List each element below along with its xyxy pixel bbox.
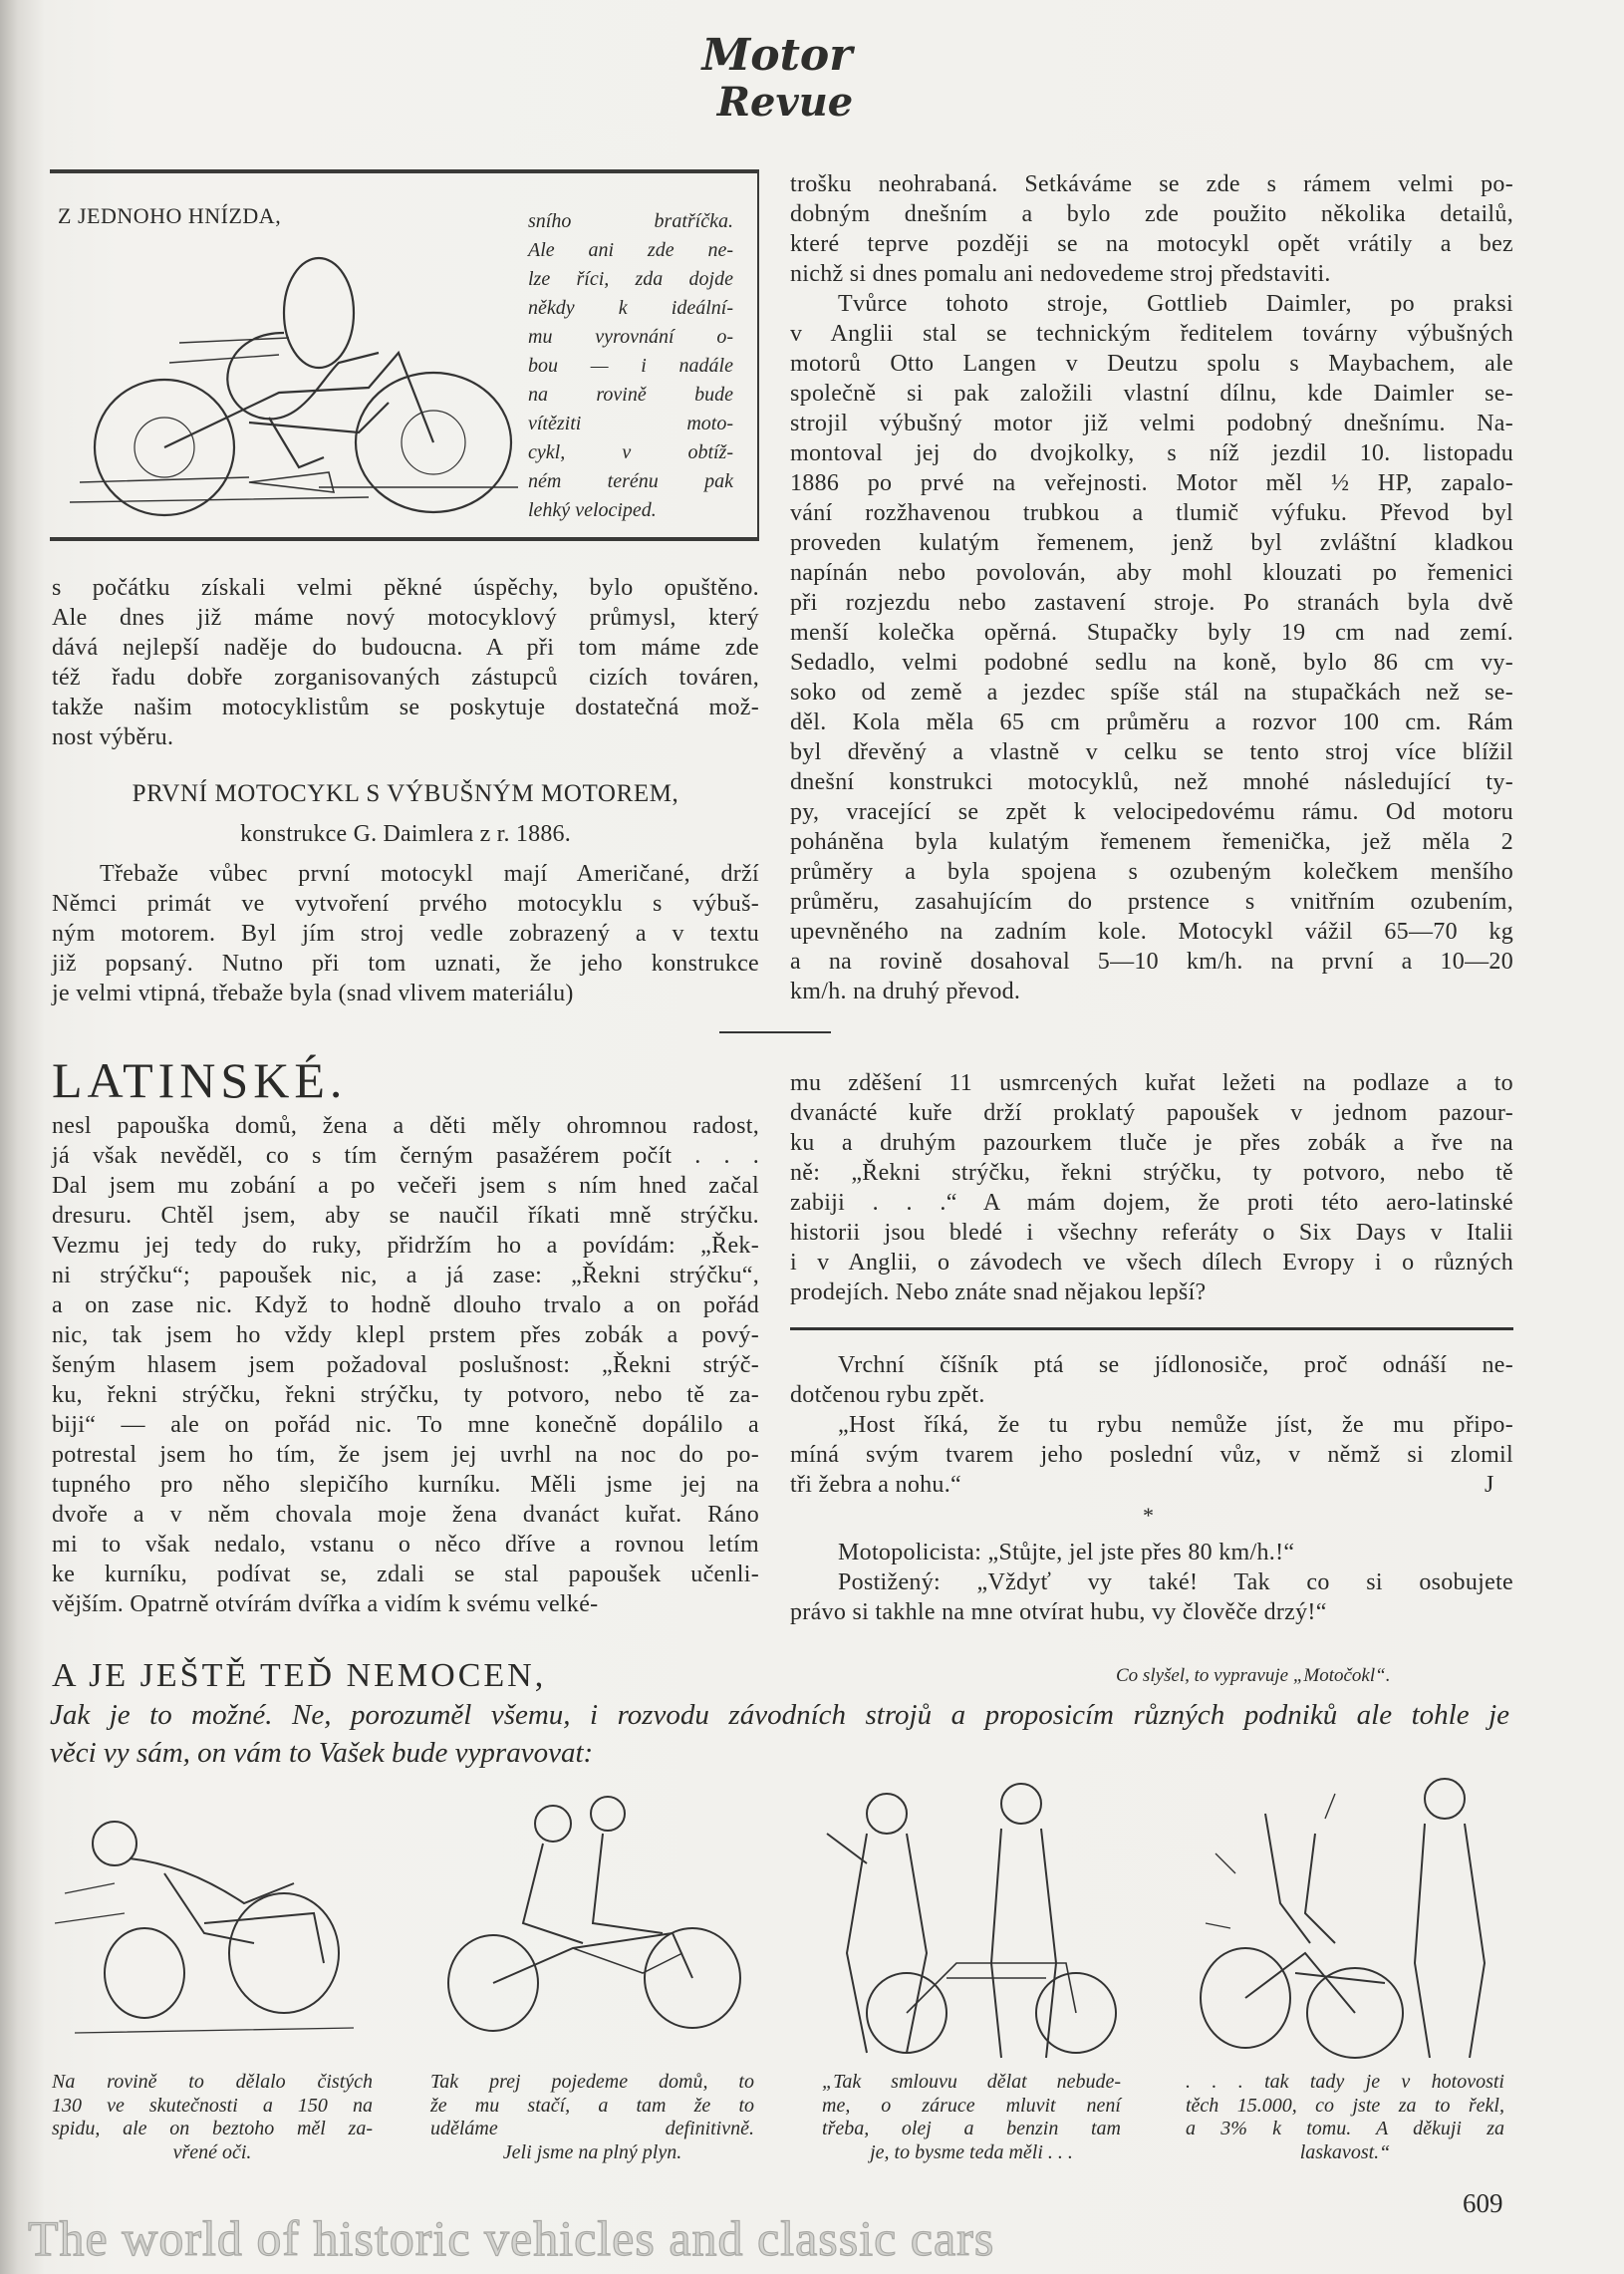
text-line: nic, tak jsem ho vždy klepl prstem přes zobák a pový- [52,1322,759,1348]
text-line: „Host říká, že tu rybu nemůže jíst, že mu připo- [838,1412,1513,1438]
text-line: společně si pak založili vlastní dílnu, kde Daimler se- [790,381,1513,407]
text-line: lehký velociped. [528,499,657,521]
text-line: Jeli jsme na plný plyn. [502,2140,682,2163]
latinske-title: LATINSKÉ. [52,1052,348,1108]
text-line: Dal jsem mu zobání a po večeři jsem s ním hned začal [52,1173,759,1199]
text-line: které teprve později se na motocykl opět vrátily a bez [790,231,1513,257]
text-line: a on zase nic. Když to hodně dlouho trvalo a on pořád [52,1292,759,1318]
text-line: dotčenou rybu zpět. [790,1382,985,1408]
text-line: dvanácté kuře drží proklatý papoušek v jednom pazour- [790,1100,1513,1126]
text-line: historii jsou bledé i všechny referáty o Six Days v Italii [790,1220,1513,1246]
cartoon-two-riders [433,1774,762,2063]
text-line: soko od země a jezdec spíše stál na stupačkách než se- [790,680,1513,706]
text-line: vřené oči. [172,2140,252,2163]
caption-panel-4 [1186,2071,1504,2164]
text-line: dresuru. Chtěl jsem, aby se naučil říkati mně strýčku. [52,1203,759,1229]
section-divider [790,1327,1513,1330]
text-line: ném terénu pak [528,470,733,492]
left-column-intro [52,573,759,752]
text-line: Vrchní číšník ptá se jídlonosiče, proč odnáší ne- [838,1352,1513,1378]
text-line: na rovině bude [528,384,733,406]
story-title: A JE JEŠTĚ TEĎ NEMOCEN, [52,1657,547,1694]
text-line: py, vracející se zpět k velocipedovému rámu. Od motoru [790,799,1513,825]
text-line: těch 15.000, co jste za to řekl, [1186,2094,1504,2117]
text-line: uděláme definitivně. [430,2118,754,2139]
text-line: Třebaže vůbec první motocykl mají Američané, drží [100,861,759,887]
text-line: km/h. na druhý převod. [790,979,1021,1004]
text-line: děl. Kola měla 65 cm průměru a rozvor 100 cm. Rám [790,710,1513,735]
caption-panel-3 [822,2071,1121,2164]
text-line: při rozjezdu nebo zastavení stroje. Po stranách byla dvě [790,590,1513,616]
text-line: sního bratříčka. [528,210,733,232]
text-line: Na rovině to dělalo čistých [52,2071,373,2093]
cartoon-racing-rider [55,1774,384,2063]
text-line: Němci primát ve vytvoření prvého motocyklu s výbuš- [52,891,759,917]
text-line: šeným hlasem jsem požadoval poslušnost: „Řekni strýč- [52,1352,759,1378]
text-line: ni strýčku“; papoušek nic, a já zase: „Řekni strýčku“, [52,1263,759,1288]
svg-text:Motor: Motor [701,30,853,81]
text-line: míná svým tvarem jeho poslední vůz, v němž si zlomil [790,1442,1513,1468]
text-line: menší kolečka opěrná. Stupačky byly 19 cm nad zemí. [790,620,1513,646]
text-line: nesl papouška domů, žena a děti měly ohromnou radost, [52,1113,759,1139]
box-caption [528,207,733,525]
police-joke [790,1538,1513,1627]
text-line: Ale dnes již máme nový motocyklový průmysl, který [52,605,759,631]
latinske-right-text [790,1068,1513,1307]
text-line: právo si takhle na mne otvírat hubu, vy člověče drzý!“ [790,1599,1327,1625]
text-line: též řadu dobře zorganisovaných zástupců cizích továren, [52,665,759,691]
left-column-article [52,859,759,1008]
text-line: 1886 po prvé na veřejnosti. Motor měl ½ HP, zapalo- [790,470,1513,496]
joke-signature: J [1485,1472,1494,1498]
cartoon-salesman-and-buyer [807,1774,1136,2063]
latinske-left-text [52,1111,759,1619]
text-line: v Anglii stal se technickým ředitelem továrny výbušných [790,321,1513,347]
text-line: vítěziti moto- [528,413,733,434]
joke-separator: * [1143,1503,1154,1528]
text-line: dnešní konstrukci motocyklů, než mnohé následující ty- [790,769,1513,795]
text-line: ně: „Řekni strýčku, řekni strýčku, ty potvoro, nebo tě [790,1160,1513,1186]
text-line: Ale ani zde ne- [528,239,733,261]
text-line: třeba, olej a benzin tam [822,2118,1121,2139]
caption-panel-2 [430,2071,754,2164]
watermark-text: The world of historic vehicles and classic cars [28,2210,995,2266]
story-credit: Co slyšel, to vypravuje „Motočokl“. [1116,1665,1391,1686]
text-line: upevněného na zadním kole. Motocykl vážil 65—70 kg [790,919,1513,945]
text-line: Motopolicista: „Stůjte, jel jste přes 80 km/h.!“ [838,1540,1295,1565]
motorcycle-rider-drawing [70,243,538,527]
text-line: . . . tak tady je v hotovosti [1186,2071,1504,2093]
text-line: mi to však nedalo, vstanu o něco dříve a rovnou letím [52,1532,759,1558]
text-line: s počátku získali velmi pěkné úspěchy, bylo opuštěno. [52,575,759,601]
section-heading-first-motorcycle: PRVNÍ MOTOCYKL S VÝBUŠNÝM MOTOREM, [132,780,679,807]
text-line: „Tak smlouvu dělat nebude- [822,2071,1121,2093]
text-line: je velmi vtipná, třebaže byla (snad vlivem materiálu) [52,981,574,1006]
text-line: a 3% k tomu. A děkuji za [1186,2118,1504,2139]
text-line: zabiji . . .“ A mám dojem, že proti této aero-latinské [790,1190,1513,1216]
text-line: byl dřevěný a vlastně v celku se tento stroj více blížil [790,739,1513,765]
text-line: lze říci, zda dojde [528,268,733,290]
text-line: proveden kulatým řemenem, jenž byl zvláštní kladkou [790,530,1513,556]
svg-text:Revue: Revue [716,79,854,126]
text-line: průměru, zasahujícím do prstence s vnitřním ozubením, [790,889,1513,915]
waiter-joke [790,1350,1513,1500]
text-line: takže našim motocyklistům se poskytuje dostatečná mož- [52,695,759,720]
text-line: potrestal jsem ho tím, že jsem jej uvrhl na noc do po- [52,1442,759,1468]
text-line: já však nevěděl, co s tím černým pasažérem počít . . . [52,1143,759,1169]
text-line: již popsaný. Nutno při tom uznati, že jeho konstrukce [52,951,759,977]
text-line: spidu, ale on beztoho měl za- [52,2118,373,2139]
text-line: nost výběru. [52,724,174,750]
cartoon-crashed-motorcycle [1186,1774,1524,2063]
text-line: bou — i nadále [528,355,733,377]
text-line: Tak prej pojedeme domů, to [430,2071,754,2093]
text-line: Vezmu jej tedy do ruky, přidržím ho a povídám: „Řek- [52,1233,759,1259]
text-line: Tvůrce tohoto stroje, Gottlieb Daimler, po praksi [838,291,1513,317]
right-column-article [790,169,1513,1006]
text-line: dvoře a v něm chovala moje žena dvanáct kuřat. Ráno [52,1502,759,1528]
text-line: ku, řekni strýčku, řekni strýčku, ty potvoro, nebo tě za- [52,1382,759,1408]
text-line: biji“ — ale on pořád nic. To mne konečně dopálilo a [52,1412,759,1438]
section-subheading: konstrukce G. Daimlera z r. 1886. [240,821,571,847]
text-line: i v Anglii, o závodech ve všech dílech Evropy i o různých [790,1250,1513,1276]
text-line: poháněna byla kulatým řemenem řemenička, jež měla 2 [790,829,1513,855]
text-line: Jak je to možné. Ne, porozuměl všemu, i rozvodu závodních strojů a proposicím různých podniků ale tohle je [50,1699,1509,1731]
text-line: Postižený: „Vždyť vy také! Tak co si osobujete [838,1569,1513,1595]
text-line: cykl, v obtíž- [528,441,733,463]
story-intro [50,1696,1509,1772]
text-line: vějším. Opatrně otvírám dvířka a vidím k svému velké- [52,1591,599,1617]
text-line: někdy k ideální- [528,297,733,319]
text-line: dává nejlepší naděje do budoucna. A při tom máme zde [52,635,759,661]
text-line: ným motorem. Byl jím stroj vedle zobrazený a v textu [52,921,759,947]
text-line: laskavost.“ [1299,2140,1391,2163]
text-line: mu zděšení 11 usmrcených kuřat ležeti na podlaze a to [790,1070,1513,1096]
text-line: průměry a byla spojena s ozubeným kolečkem menšího [790,859,1513,885]
page-number: 609 [1463,2188,1503,2218]
text-line: vání rozžhavenou trubkou a tlumič výfuku. Převod byl [790,500,1513,526]
illustration-box [50,169,759,541]
text-line: a na rovině dosahoval 5—10 km/h. na první a 10—20 [790,949,1513,975]
text-line: dobným dnešním a bylo zde použito několika detailů, [790,201,1513,227]
text-line: montoval jej do dvojkolky, s níž jezdil 10. listopadu [790,440,1513,466]
text-line: věci vy sám, on vám to Vašek bude vypravovat: [50,1737,594,1769]
text-line: nichž si dnes pomalu ani nedovedeme stroj představiti. [790,261,1331,287]
box-title: Z JEDNOHO HNÍZDA, [58,203,282,228]
motor-revue-logo [648,18,907,128]
text-line: tupného pro něho slepičího kurníku. Měli jsme jej na [52,1472,759,1498]
text-line: ku a druhým pazourkem tluče je přes zobák a řve na [790,1130,1513,1156]
text-line: motorů Otto Langen v Deutzu spolu s Maybachem, ale [790,351,1513,377]
text-line: je, to bysme teda měli . . . [870,2140,1073,2163]
text-line: ke kurníku, podívat se, zdali se stal papoušek učenli- [52,1562,759,1587]
text-line: prodejích. Nebo znáte snad nějakou lepší? [790,1279,1207,1305]
caption-panel-1 [52,2071,373,2164]
text-line: tři žebra a nohu.“ [790,1472,961,1498]
text-line: strojil výbušný motor již velmi podobný dnešnímu. Na- [790,411,1513,436]
text-line: mu vyrovnání o- [528,326,733,348]
text-line: napínán nebo povolován, aby mohl klouzati po řemenici [790,560,1513,586]
text-line: me, o záruce mluvit není [822,2094,1121,2117]
short-divider [719,1031,831,1033]
text-line: trošku neohrabaná. Setkáváme se zde s rámem velmi po- [790,171,1513,197]
text-line: že mu stačí, a tam že to [430,2094,754,2117]
text-line: 130 ve skutečnosti a 150 na [52,2094,373,2117]
text-line: Sedadlo, velmi podobné sedlu na koně, bylo 86 cm vy- [790,650,1513,676]
